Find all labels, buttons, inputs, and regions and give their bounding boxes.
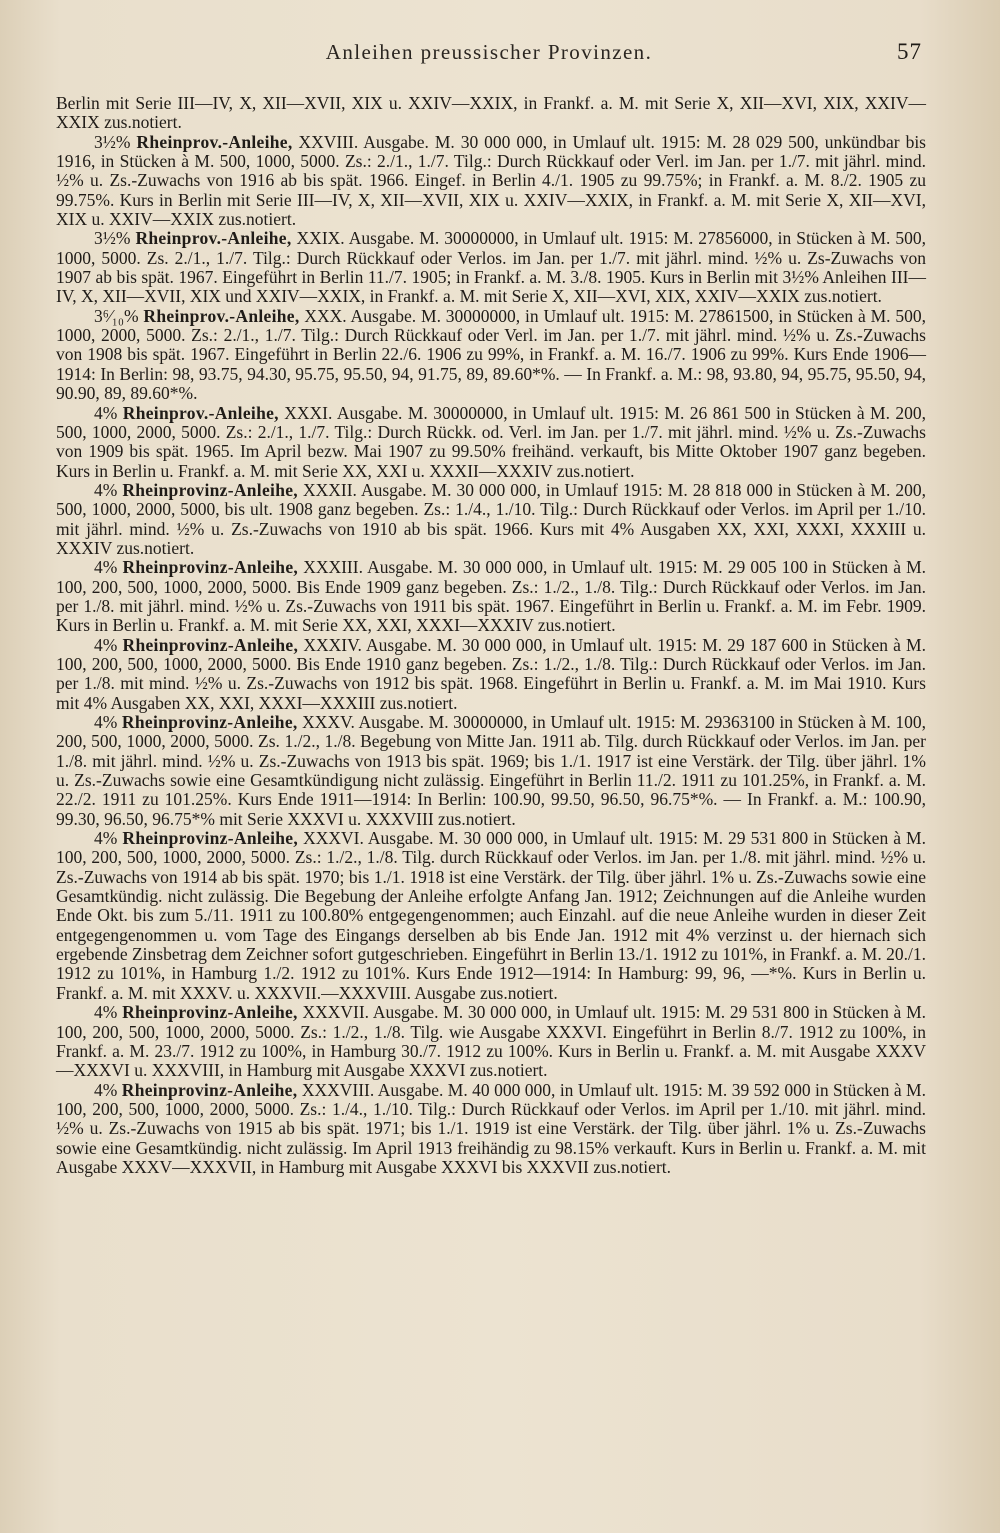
page-number: 57 [897,39,922,64]
loan-entry [56,558,926,635]
entry-text: XXXII. Ausgabe. M. 30 000 000, in Umlauf 1915: M. 28 818 000 in Stücken à M. 200, 500, 1000, 2000, 5000, bis ult. 1908 ganz begeben. Zs.: 1./4., 1./10. Tilg.: Durch Rückkauf oder Verlos. im April per 1./10. mit jährl. mind. ½% u. Zs.-Zuwachs von 1910 ab bis spät. 1966. Kurs mit 4% Ausgaben XX, XXI, XXXI, XXXIII u. XXXIV zus.notiert. [56,479,926,558]
entry-text: XXXVII. Ausgabe. M. 30 000 000, in Umlauf ult. 1915: M. 29 531 800 in Stücken à M. 100, 200, 500, 1000, 2000, 5000. Zs.: 1./2., 1./8. Tilg. wie Ausgabe XXXVI. Eingeführt in Berlin 8./7. 1912 zu 100%, in Frankf. a. M. 23./7. 1912 zu 100%, in Hamburg 30./7. 1912 zu 100%. Kurs in Berlin u. Frankf. a. M. mit Ausgabe XXXV—XXXVI u. XXXVIII, in Hamburg mit Ausgabe XXXVI zus.notiert. [56,1002,927,1081]
entry-title: Rheinprov.-Anleihe, [136,131,293,152]
loan-entry [56,481,926,558]
running-head: Anleihen preussischer Provinzen. [325,40,653,64]
entry-title: Rheinprovinz-Anleihe, [122,1002,298,1023]
loan-entry [56,404,926,481]
loan-entry [56,713,926,829]
entry-rate: 4% [94,634,123,655]
entry-text: XXXVI. Ausgabe. M. 30 000 000, in Umlauf ult. 1915: M. 29 531 800 in Stücken à M. 100, 200, 500, 1000, 2000, 5000. Zs.: 1./2., 1./8. Tilg. durch Rückkauf oder Verlos. im Jan. per 1./8. mit jährl. mind. ½% u. Zs.-Zuwachs von 1914 ab bis spät. 1970; bis 1./1. 1918 ist eine Verstärk. der Tilg. über jährl. 1% u. Zs.-Zuwachs sowie eine Gesamtkündig. nicht zulässig. Die Begebung der Anleihe erfolgte Anfang Jan. 1912; Zeichnungen auf die Anleihe wurden Ende Okt. bis zum 5./11. 1911 zu 100.80% entgegengenommen; auch Einzahl. auf die neue Anleihe wurden in dieser Zeit entgegengenommen u. vom Tage des Eingangs derselben ab bis Ende Jan. 1912 mit 4% verzinst u. der hiernach sich ergebende Zinsbetrag dem Zeichner sofort gutgeschrieben. Eingeführt in Berlin 13./1. 1912 zu 101%, in Frankf. a. M. 20./1. 1912 zu 101%, in Hamburg 1./2. 1912 zu 101%. Kurs Ende 1912—1914: In Hamburg: 99, 96, —*%. Kurs in Berlin u. Frankf. a. M. mit XXXV. u. XXXVII.—XXXVIII. Ausgabe zus.notiert. [56,828,926,1003]
entry-text: XXXI. Ausgabe. M. 30000000, in Umlauf ult. 1915: M. 26 861 500 in Stücken à M. 200, 500, 1000, 2000, 5000. Zs.: 2./1., 1./7. Tilg.: Durch Rückk. od. Verl. im Jan. per 1./7. mit jährl. mind. ½% u. Zs.-Zuwachs von 1909 bis spät. 1965. Im April bezw. Mai 1907 zu 99.50% freihänd. verkauft, bis Mitte Oktober 1907 ganz begeben. Kurs in Berlin u. Frankf. a. M. mit Serie XX, XXI u. XXXII—XXXIV zus.notiert. [56,402,927,481]
entry-list [56,133,926,1178]
entry-text: XXVIII. Ausgabe. M. 30 000 000, in Umlauf ult. 1915: M. 28 029 500, unkündbar bis 1916, in Stücken à M. 500, 1000, 5000. Zs.: 2./1., 1./7. Tilg.: Durch Rückkauf oder Verl. im Jan. per 1./7. mit jährl. mind. ½% u. Zs.-Zuwachs von 1916 ab bis spät. 1966. Eingef. in Berlin 4./1. 1905 zu 99.75%; in Frankf. a. M. 8./2. 1905 zu 99.75%. Kurs in Berlin mit Serie III—IV, X, XII—XVII, XIX u. XXIV—XXIX, in Frankf. a. M. mit Serie X, XII—XVI, XIX u. XXIV—XXIX zus.notiert. [56,131,926,230]
entry-title: Rheinprov.-Anleihe, [122,402,279,423]
entry-rate: 4% [94,479,123,500]
body-text [56,94,926,1177]
entry-title: Rheinprov.-Anleihe, [143,305,300,326]
entry-rate: 4% [94,557,123,578]
entry-rate: 4% [94,712,122,732]
loan-entry [56,1003,926,1080]
loan-entry [56,229,926,306]
entry-title: Rheinprovinz-Anleihe, [121,1079,298,1100]
page-header [56,40,922,74]
loan-entry [56,636,926,713]
entry-title: Rheinprovinz-Anleihe, [122,479,298,500]
entry-title: Rheinprovinz-Anleihe, [122,557,299,578]
entry-rate: 3½% [94,228,136,249]
entry-rate: 4% [94,402,123,423]
entry-text: XXX. Ausgabe. M. 30000000, in Umlauf ult. 1915: M. 27861500, in Stücken à M. 500, 1000, 2000, 5000. Zs.: 2./1., 1./7. Tilg.: Durch Rückkauf oder Verl. im Jan. per 1./7. mit jährl. mind. ½% u. Zs.-Zuwachs von 1908 bis spät. 1967. Eingeführt in Berlin 22./6. 1906 zu 99%, in Frankf. a. M. 16./7. 1906 zu 99%. Kurs Ende 1906—1914: In Berlin: 98, 93.75, 94.30, 95.75, 95.50, 94, 91.75, 89, 89.60*%. — In Frankf. a. M.: 98, 93.80, 94, 95.75, 95.50, 94, 90.90, 89, 89.60*%. [56,305,926,404]
entry-title: Rheinprov.-Anleihe, [135,228,292,249]
loan-entry [56,1081,926,1178]
entry-title: Rheinprovinz-Anleihe, [121,712,298,732]
entry-rate: 4% [94,1002,123,1023]
loan-entry [56,133,926,230]
loan-entry [56,829,926,1003]
entry-title: Rheinprovinz-Anleihe, [122,634,299,655]
entry-rate: 3½% [94,131,137,152]
entry-text: XXIX. Ausgabe. M. 30000000, in Umlauf ult. 1915: M. 27856000, in Stücken à M. 500, 1000, 5000. Zs. 2./1., 1./7. Tilg.: Durch Rückkauf oder Verlos. im Jan. per 1./7. mit jährl. mind. ½% u. Zs-Zuwachs von 1907 ab bis spät. 1967. Eingeführt in Berlin 11./7. 1905; in Frankf. a. M. 3./8. 1905. Kurs in Berlin mit 3½% Anleihen III—IV, X, XII—XVII, XIX und XXIV—XXIX, in Frankf. a. M. mit Serie X, XII—XVI, XIX, XXIV—XXIX zus.notiert. [56,228,926,307]
entry-text: XXXIV. Ausgabe. M. 30 000 000, in Umlauf ult. 1915: M. 29 187 600 in Stücken à M. 100, 200, 500, 1000, 2000, 5000. Bis Ende 1910 ganz begeben. Zs.: 1./2., 1./8. Tilg.: Durch Rückkauf oder Verlos. im Jan. per 1./8. mit mind. ½% u. Zs.-Zuwachs von 1912 bis spät. 1968. Eingeführt in Berlin u. Frankf. a. M. im Mai 1910. Kurs mit 4% Ausgaben XX, XXI, XXXI—XXXIII zus.notiert. [56,634,926,713]
entry-rate: 4% [94,828,123,849]
continuation-paragraph: Berlin mit Serie III—IV, X, XII—XVII, XIX u. XXIV—XXIX, in Frankf. a. M. mit Serie X, XII—XVI, XIX, XXIV—XXIX zus.notiert. [56,93,926,133]
loan-entry [56,307,926,404]
entry-rate: 3⁶⁄₁₀% [94,305,144,326]
entry-rate: 4% [94,1079,122,1100]
entry-text: XXXVIII. Ausgabe. M. 40 000 000, in Umlauf ult. 1915: M. 39 592 000 in Stücken à M. 100, 200, 500, 1000, 2000, 5000. Zs.: 1./4., 1./10. Tilg.: Durch Rückkauf oder Verlos. im April per 1./10. mit jährl. mind. ½% u. Zs.-Zuwachs von 1915 ab bis spät. 1971; bis 1./1. 1919 ist eine Verstärk. der Tilg. über jährl. 1% u. Zs.-Zuwachs sowie eine Gesamtkündig. nicht zulässig. Im April 1913 freihändig zu 98.15% verkauft. Kurs in Berlin u. Frankf. a. M. mit Ausgabe XXXV—XXXVII, in Hamburg mit Ausgabe XXXVI bis XXXVII zus.notiert. [56,1079,926,1177]
entry-text: XXXIII. Ausgabe. M. 30 000 000, in Umlauf ult. 1915: M. 29 005 100 in Stücken à M. 100, 200, 500, 1000, 2000, 5000. Bis Ende 1909 ganz begeben. Zs.: 1./2., 1./8. Tilg.: Durch Rückkauf oder Verlos. im Jan. per 1./8. mit jährl. mind. ½% u. Zs.-Zuwachs von 1911 bis spät. 1967. Eingeführt in Berlin u. Frankf. a. M. im Febr. 1909. Kurs in Berlin u. Frankf. a. M. mit Serie XX, XXI, XXXI—XXXIV zus.notiert. [56,557,927,636]
entry-title: Rheinprovinz-Anleihe, [122,828,299,849]
entry-text: XXXV. Ausgabe. M. 30000000, in Umlauf ult. 1915: M. 29363100 in Stücken à M. 100, 200, 500, 1000, 2000, 5000. Zs. 1./2., 1./8. Begebung von Mitte Jan. 1911 ab. Tilg. durch Rückkauf oder Verlos. im Jan. per 1./8. mit jährl. mind. ½% u. Zs.-Zuwachs von 1913 bis spät. 1969; bis 1./1. 1917 ist eine Verstärk. der Tilg. über jährl. 1% u. Zs.-Zuwachs sowie eine Gesamtkündigung nicht zulässig. Eingeführt in Berlin 11./2. 1911 zu 101.25%, in Frankf. a. M. 22./2. 1911 zu 101.25%. Kurs Ende 1911—1914: In Berlin: 100.90, 99.50, 96.50, 96.75*%. — In Frankf. a. M.: 100.90, 99.30, 96.50, 96.75*% mit Serie XXXVI u. XXXVIII zus.notiert. [56,712,926,829]
